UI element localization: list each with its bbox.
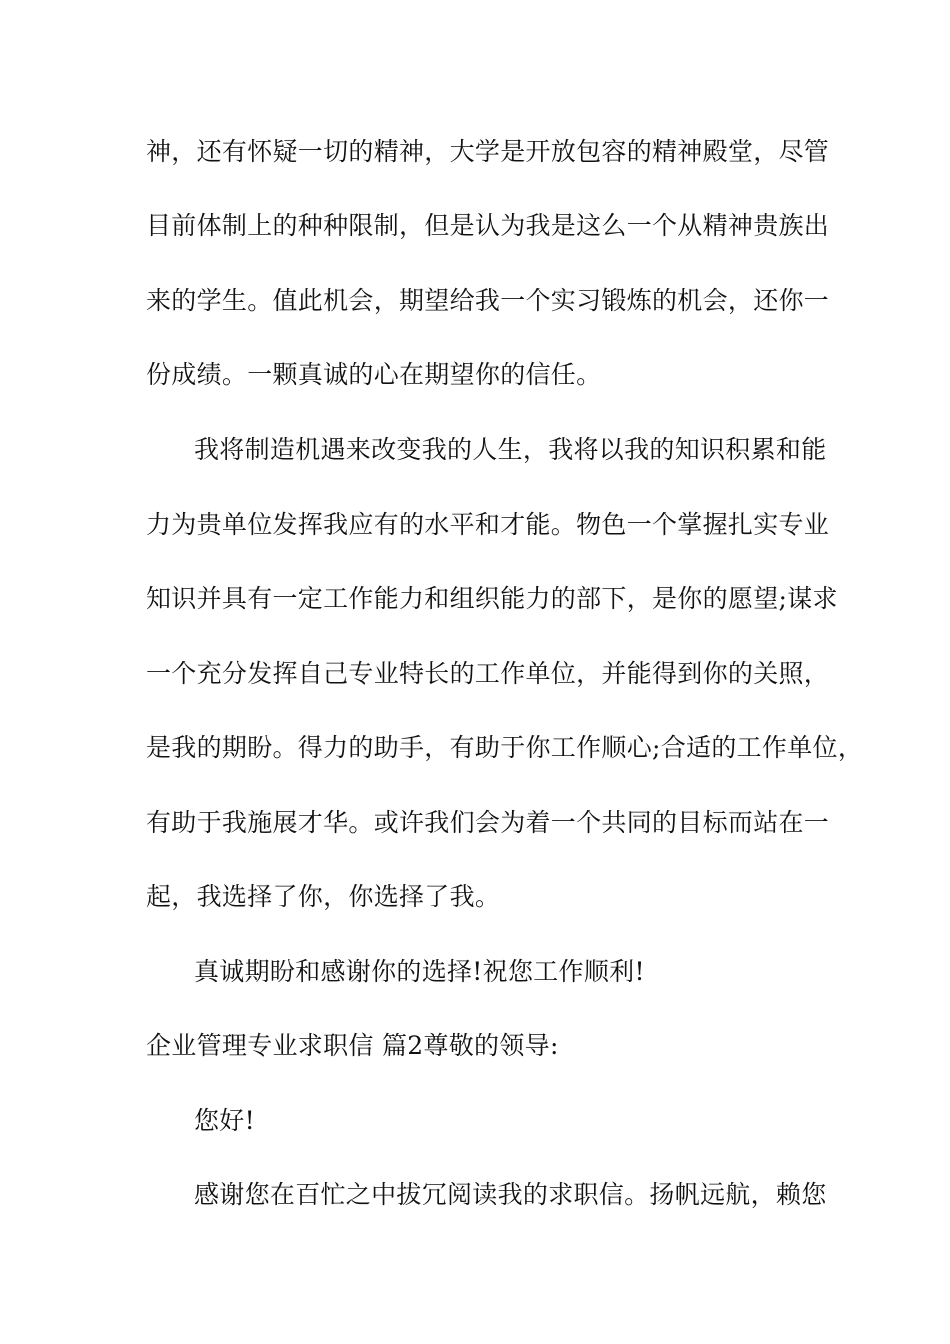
text-line: 知识并具有一定工作能力和组织能力的部下，是你的愿望;谋求 (146, 584, 838, 613)
section-heading: 企业管理专业求职信 篇2尊敬的领导: (146, 1031, 559, 1060)
text-line: 来的学生。值此机会，期望给我一个实习锻炼的机会，还你一 (146, 286, 830, 315)
text-line: 力为贵单位发挥我应有的水平和才能。物色一个掌握扎实专业 (146, 510, 830, 539)
text-line: 您好! (194, 1106, 255, 1135)
text-line: 真诚期盼和感谢你的选择!祝您工作顺利! (194, 957, 645, 986)
text-line: 是我的期盼。得力的助手，有助于你工作顺心;合适的工作单位， (146, 733, 864, 762)
text-line: 份成绩。一颗真诚的心在期望你的信任。 (146, 360, 602, 389)
text-line: 有助于我施展才华。或许我们会为着一个共同的目标而站在一 (146, 808, 830, 837)
text-line: 感谢您在百忙之中拔冗阅读我的求职信。扬帆远航，赖您 (194, 1180, 827, 1209)
text-line: 神，还有怀疑一切的精神，大学是开放包容的精神殿堂，尽管 (146, 137, 830, 166)
text-line: 目前体制上的种种限制，但是认为我是这么一个从精神贵族出 (146, 211, 830, 240)
text-line: 一个充分发挥自己专业特长的工作单位，并能得到你的关照， (146, 659, 830, 688)
text-line: 我将制造机遇来改变我的人生，我将以我的知识积累和能 (194, 435, 827, 464)
text-line: 起，我选择了你，你选择了我。 (146, 882, 501, 911)
